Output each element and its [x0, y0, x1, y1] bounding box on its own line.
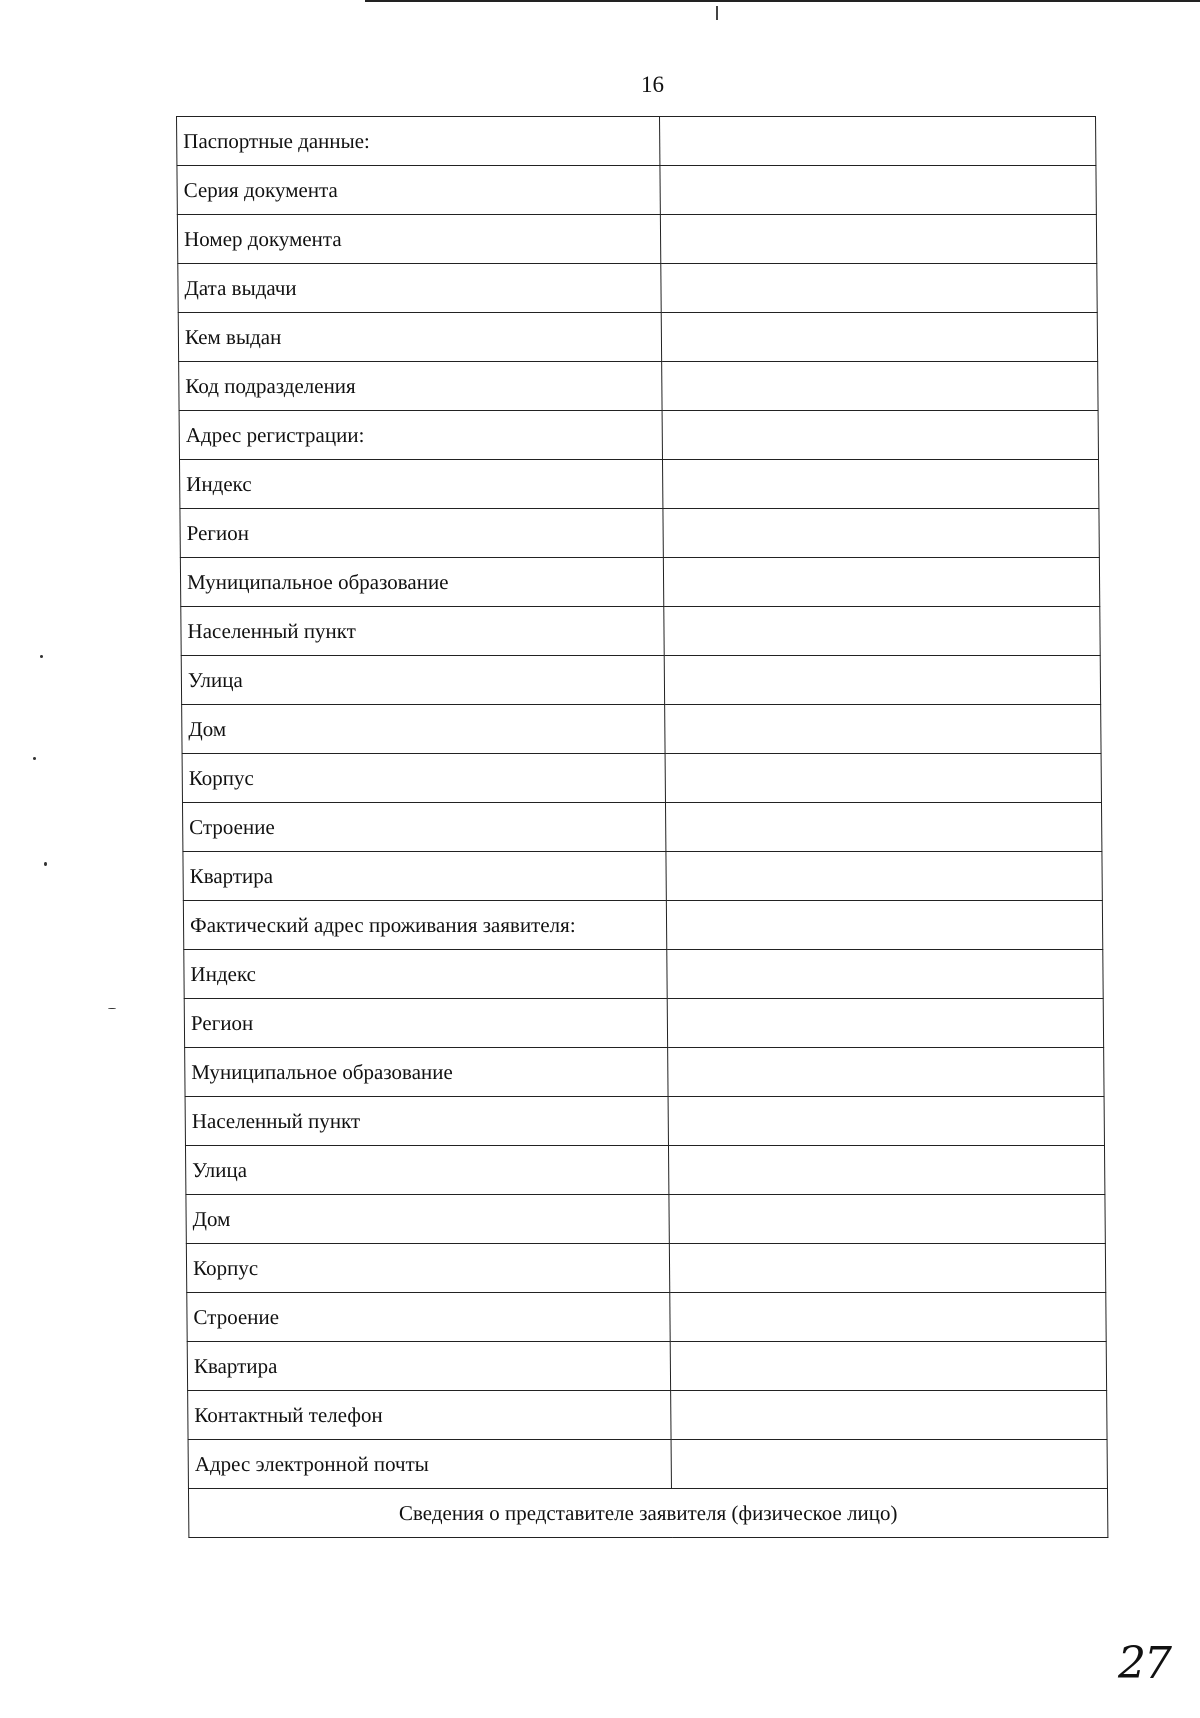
row-label: Адрес регистрации: [179, 411, 662, 460]
table-row [188, 1391, 1107, 1440]
table-row [180, 509, 1099, 558]
table-row [182, 803, 1101, 852]
row-label: Строение [187, 1293, 670, 1342]
row-label: Квартира [187, 1342, 670, 1391]
row-value-field[interactable] [660, 215, 1096, 264]
row-label: Улица [181, 656, 664, 705]
scan-top-edge-line [365, 0, 1200, 2]
row-value-field[interactable] [666, 852, 1102, 901]
row-value-field[interactable] [669, 1244, 1105, 1293]
row-label: Корпус [182, 754, 665, 803]
row-value-field[interactable] [662, 460, 1098, 509]
row-label: Кем выдан [178, 313, 661, 362]
table-row [183, 901, 1102, 950]
row-value-field[interactable] [668, 1097, 1104, 1146]
table-row [184, 950, 1103, 999]
row-value-field[interactable] [660, 166, 1096, 215]
scan-speck [44, 862, 47, 866]
row-value-field[interactable] [668, 1048, 1104, 1097]
table-row [182, 754, 1101, 803]
row-value-field[interactable] [669, 1195, 1105, 1244]
table-row [181, 607, 1100, 656]
table-body [177, 117, 1108, 1489]
table-row [181, 656, 1100, 705]
table-row [186, 1244, 1105, 1293]
table-row [188, 1440, 1107, 1489]
row-value-field[interactable] [662, 411, 1098, 460]
table-row [187, 1342, 1106, 1391]
row-value-field[interactable] [666, 901, 1102, 950]
page-number: 16 [641, 72, 664, 97]
row-value-field[interactable] [660, 117, 1096, 166]
handwritten-sheet-number: 27 [1118, 1638, 1170, 1689]
row-label: Код подразделения [179, 362, 662, 411]
row-value-field[interactable] [668, 1146, 1104, 1195]
table-row [178, 264, 1097, 313]
row-value-field[interactable] [661, 313, 1097, 362]
row-label: Регион [184, 999, 667, 1048]
table-row [179, 362, 1098, 411]
table-row [185, 1097, 1104, 1146]
row-value-field[interactable] [661, 264, 1097, 313]
table-row [185, 1146, 1104, 1195]
row-label: Строение [182, 803, 665, 852]
row-label: Паспортные данные: [177, 117, 660, 166]
scan-mark [716, 6, 718, 20]
row-label: Муниципальное образование [180, 558, 663, 607]
row-label: Номер документа [177, 215, 660, 264]
table-row [177, 215, 1096, 264]
table-row [184, 999, 1103, 1048]
row-value-field[interactable] [671, 1391, 1107, 1440]
scan-speck [33, 757, 36, 760]
row-value-field[interactable] [664, 607, 1100, 656]
row-label: Дом [182, 705, 665, 754]
row-label: Индекс [179, 460, 662, 509]
table-row [187, 1293, 1106, 1342]
scan-speck [108, 1008, 116, 1009]
table-row [178, 313, 1097, 362]
table-row [186, 1195, 1105, 1244]
row-label: Квартира [183, 852, 666, 901]
row-value-field[interactable] [667, 950, 1103, 999]
applicant-data-table [176, 116, 1108, 1538]
table-row [177, 117, 1096, 166]
row-label: Индекс [184, 950, 667, 999]
row-value-field[interactable] [665, 754, 1101, 803]
representative-section-title: Сведения о представителе заявителя (физическое лицо) [188, 1489, 1107, 1538]
row-label: Контактный телефон [188, 1391, 671, 1440]
row-value-field[interactable] [670, 1342, 1106, 1391]
row-label: Населенный пункт [185, 1097, 668, 1146]
row-label: Населенный пункт [181, 607, 664, 656]
row-value-field[interactable] [671, 1440, 1107, 1489]
row-label: Регион [180, 509, 663, 558]
row-label: Серия документа [177, 166, 660, 215]
row-label: Фактический адрес проживания заявителя: [183, 901, 666, 950]
table-row [185, 1048, 1104, 1097]
row-value-field[interactable] [662, 362, 1098, 411]
scan-speck [40, 655, 43, 658]
section-header-row [188, 1489, 1107, 1538]
table-row [183, 852, 1102, 901]
row-label: Дата выдачи [178, 264, 661, 313]
row-label: Дом [186, 1195, 669, 1244]
row-value-field[interactable] [663, 509, 1099, 558]
table-row [179, 460, 1098, 509]
row-value-field[interactable] [665, 705, 1101, 754]
table-row [180, 558, 1099, 607]
row-value-field[interactable] [665, 803, 1101, 852]
row-label: Муниципальное образование [185, 1048, 668, 1097]
table-row [177, 166, 1096, 215]
row-label: Адрес электронной почты [188, 1440, 671, 1489]
row-value-field[interactable] [663, 558, 1099, 607]
table-row [182, 705, 1101, 754]
row-value-field[interactable] [670, 1293, 1106, 1342]
table-row [179, 411, 1098, 460]
row-label: Корпус [186, 1244, 669, 1293]
row-value-field[interactable] [664, 656, 1100, 705]
row-label: Улица [185, 1146, 668, 1195]
row-value-field[interactable] [667, 999, 1103, 1048]
